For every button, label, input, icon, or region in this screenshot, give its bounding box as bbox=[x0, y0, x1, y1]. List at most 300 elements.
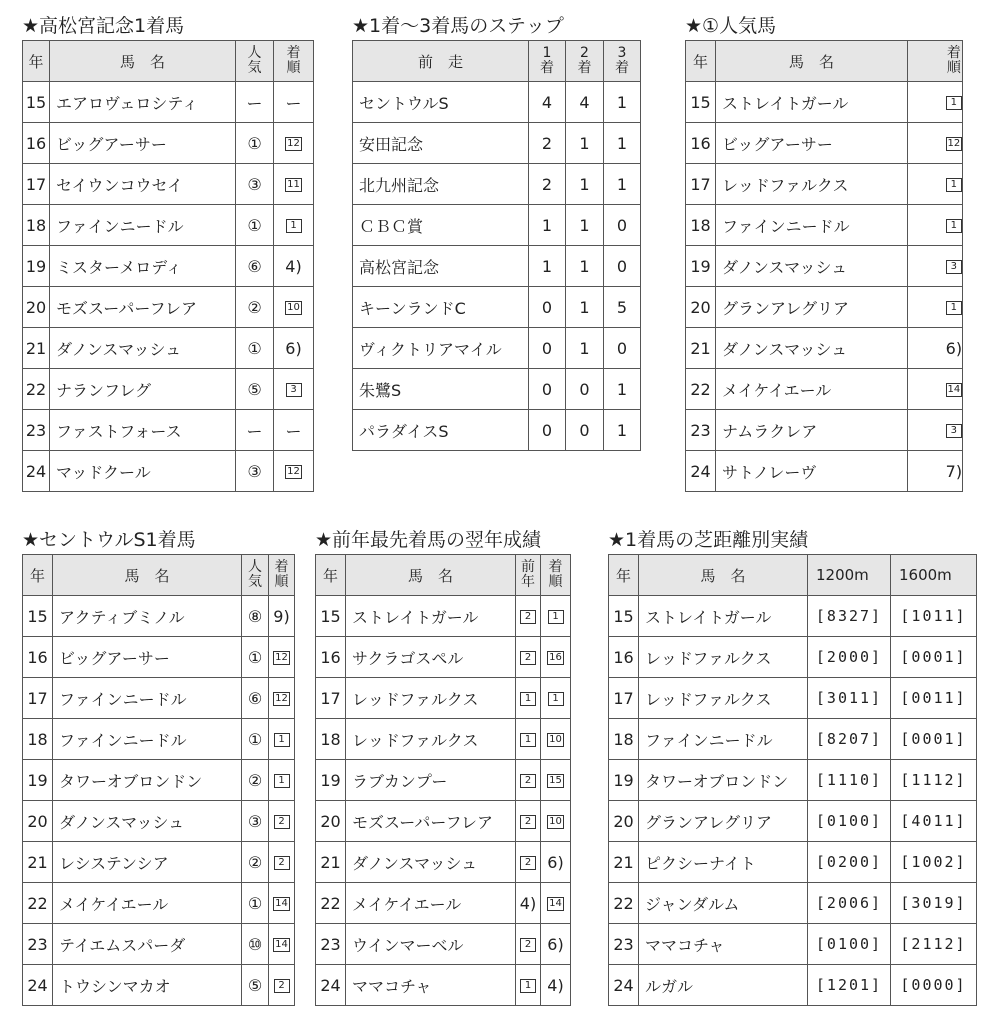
section-title: ★セントウルS1着馬 bbox=[22, 529, 196, 551]
table-row bbox=[686, 123, 963, 164]
record-cell: [8207] bbox=[808, 719, 891, 760]
count-cell: 2 bbox=[529, 123, 566, 164]
count-cell: 0 bbox=[529, 369, 566, 410]
horse-name-cell: ダノンスマッシュ bbox=[716, 246, 908, 287]
popularity-cell: ⑤ bbox=[242, 965, 269, 1006]
horse-name-cell: グランアレグリア bbox=[716, 287, 908, 328]
gap-cell bbox=[908, 328, 946, 369]
table-row bbox=[686, 451, 963, 492]
horse-name-cell: ファインニードル bbox=[639, 719, 808, 760]
prev-year-cell bbox=[516, 883, 541, 924]
horse-name-cell: ストレイトガール bbox=[346, 596, 516, 637]
horse-name-cell: トウシンマカオ bbox=[53, 965, 242, 1006]
boxed-rank: 1 bbox=[274, 774, 290, 788]
boxed-rank: 11 bbox=[287, 179, 300, 190]
table-row bbox=[23, 287, 314, 328]
boxed-rank: 2 bbox=[520, 815, 536, 829]
gap-cell bbox=[908, 287, 946, 328]
col-year: 年 bbox=[609, 555, 639, 596]
count-cell: 2 bbox=[529, 164, 566, 205]
finish-cell bbox=[946, 82, 963, 123]
year-cell: 17 bbox=[609, 678, 639, 719]
record-cell: [1201] bbox=[808, 965, 891, 1006]
boxed-rank: 2 bbox=[274, 979, 290, 993]
record-cell: [1110] bbox=[808, 760, 891, 801]
boxed-rank: 2 bbox=[520, 856, 536, 870]
table-row bbox=[23, 328, 314, 369]
table-row bbox=[316, 801, 571, 842]
prev-year-cell bbox=[516, 719, 541, 760]
finish-cell bbox=[541, 760, 571, 801]
rank-text: 4) bbox=[519, 893, 537, 913]
table-row bbox=[353, 164, 641, 205]
horse-name-cell: ビッグアーサー bbox=[53, 637, 242, 678]
boxed-rank: 1 bbox=[548, 692, 564, 706]
race-name-cell: 高松宮記念 bbox=[353, 246, 529, 287]
table-row bbox=[609, 760, 977, 801]
year-cell: 17 bbox=[686, 164, 716, 205]
horse-name-cell: ストレイトガール bbox=[639, 596, 808, 637]
finish-cell bbox=[541, 596, 571, 637]
col-finish: 着 順 bbox=[269, 555, 295, 596]
record-cell: [8327] bbox=[808, 596, 891, 637]
section-title: ★1着〜3着馬のステップ bbox=[352, 15, 564, 37]
table-row bbox=[23, 451, 314, 492]
year-cell: 16 bbox=[686, 123, 716, 164]
year-cell: 18 bbox=[609, 719, 639, 760]
boxed-rank: 2 bbox=[520, 610, 536, 624]
popularity-cell: ー bbox=[236, 410, 274, 451]
boxed-rank: 10 bbox=[549, 816, 562, 827]
count-cell: 1 bbox=[604, 164, 641, 205]
table-row bbox=[609, 924, 977, 965]
popularity-cell: ⑧ bbox=[242, 596, 269, 637]
table-row bbox=[316, 678, 571, 719]
col-prev-year: 前 年 bbox=[516, 555, 541, 596]
horse-name-cell: モズスーパーフレア bbox=[346, 801, 516, 842]
boxed-rank: 3 bbox=[286, 383, 302, 397]
table-row bbox=[23, 205, 314, 246]
count-cell: 4 bbox=[529, 82, 566, 123]
count-cell: 0 bbox=[604, 328, 641, 369]
boxed-rank: 2 bbox=[520, 938, 536, 952]
horse-name-cell: サトノレーヴ bbox=[716, 451, 908, 492]
race-name-cell: パラダイスS bbox=[353, 410, 529, 451]
horse-name-cell: ダノンスマッシュ bbox=[53, 801, 242, 842]
table-favorite-results bbox=[685, 14, 963, 492]
boxed-rank: 12 bbox=[275, 652, 288, 663]
year-cell: 15 bbox=[23, 596, 53, 637]
col-popularity: 人 気 bbox=[242, 555, 269, 596]
year-cell: 21 bbox=[686, 328, 716, 369]
race-name-cell: ＣＢＣ賞 bbox=[353, 205, 529, 246]
horse-name-cell: マッドクール bbox=[50, 451, 236, 492]
horse-name-cell: ダノンスマッシュ bbox=[716, 328, 908, 369]
horse-name-cell: ママコチャ bbox=[346, 965, 516, 1006]
boxed-rank: 1 bbox=[946, 96, 962, 110]
prev-year-cell bbox=[516, 965, 541, 1006]
data-table bbox=[315, 554, 571, 1006]
count-cell: 0 bbox=[604, 205, 641, 246]
boxed-rank: 1 bbox=[548, 610, 564, 624]
year-cell: 21 bbox=[316, 842, 346, 883]
year-cell: 22 bbox=[23, 883, 53, 924]
horse-name-cell: ルガル bbox=[639, 965, 808, 1006]
count-cell: 0 bbox=[529, 328, 566, 369]
horse-name-cell: ビッグアーサー bbox=[50, 123, 236, 164]
popularity-cell: ⑥ bbox=[236, 246, 274, 287]
table-row bbox=[23, 924, 295, 965]
data-table bbox=[608, 554, 977, 1006]
year-cell: 15 bbox=[23, 82, 50, 123]
boxed-rank: 1 bbox=[274, 733, 290, 747]
count-cell: 1 bbox=[604, 410, 641, 451]
gap-cell bbox=[908, 369, 946, 410]
finish-cell bbox=[946, 451, 963, 492]
table-row bbox=[23, 801, 295, 842]
finish-cell bbox=[269, 801, 295, 842]
year-cell: 23 bbox=[316, 924, 346, 965]
horse-name-cell: ファストフォース bbox=[50, 410, 236, 451]
horse-name-cell: メイケイエール bbox=[716, 369, 908, 410]
year-cell: 17 bbox=[316, 678, 346, 719]
boxed-rank: 2 bbox=[520, 774, 536, 788]
count-cell: 1 bbox=[566, 205, 604, 246]
year-cell: 20 bbox=[686, 287, 716, 328]
horse-name-cell: ナムラクレア bbox=[716, 410, 908, 451]
race-name-cell: キーンランドC bbox=[353, 287, 529, 328]
record-cell: [3011] bbox=[808, 678, 891, 719]
finish-cell bbox=[946, 123, 963, 164]
year-cell: 24 bbox=[686, 451, 716, 492]
col-popularity: 人 気 bbox=[236, 41, 274, 82]
year-cell: 22 bbox=[316, 883, 346, 924]
table-row bbox=[23, 369, 314, 410]
table-row bbox=[686, 164, 963, 205]
prev-year-cell bbox=[516, 678, 541, 719]
year-cell: 22 bbox=[23, 369, 50, 410]
horse-name-cell: ビッグアーサー bbox=[716, 123, 908, 164]
table-turf-distance-record bbox=[608, 528, 977, 1006]
horse-name-cell: モズスーパーフレア bbox=[50, 287, 236, 328]
rank-text: 6) bbox=[547, 934, 564, 954]
table-row bbox=[609, 842, 977, 883]
table-row bbox=[609, 801, 977, 842]
table-row bbox=[23, 965, 295, 1006]
table-row bbox=[353, 328, 641, 369]
count-cell: 0 bbox=[529, 287, 566, 328]
boxed-rank: 14 bbox=[947, 384, 961, 395]
popularity-cell: ① bbox=[236, 205, 274, 246]
data-table bbox=[352, 40, 641, 451]
rank-text: 4) bbox=[547, 975, 564, 995]
count-cell: 1 bbox=[566, 328, 604, 369]
popularity-cell: ー bbox=[236, 82, 274, 123]
finish-cell bbox=[541, 965, 571, 1006]
finish-cell bbox=[541, 637, 571, 678]
table-row bbox=[23, 719, 295, 760]
count-cell: 1 bbox=[529, 246, 566, 287]
finish-cell bbox=[269, 637, 295, 678]
horse-name-cell: レッドファルクス bbox=[346, 719, 516, 760]
col-name: 馬 名 bbox=[716, 41, 908, 82]
table-row bbox=[686, 369, 963, 410]
year-cell: 21 bbox=[23, 842, 53, 883]
table-row bbox=[353, 287, 641, 328]
table-row bbox=[23, 678, 295, 719]
year-cell: 19 bbox=[23, 246, 50, 287]
table-row bbox=[23, 596, 295, 637]
col-gap bbox=[908, 41, 946, 82]
section-title: ★前年最先着馬の翌年成績 bbox=[315, 529, 542, 551]
race-name-cell: 北九州記念 bbox=[353, 164, 529, 205]
race-name-cell: 安田記念 bbox=[353, 123, 529, 164]
finish-cell bbox=[541, 719, 571, 760]
data-table bbox=[22, 554, 295, 1006]
record-cell: [0000] bbox=[891, 965, 977, 1006]
table-row bbox=[609, 965, 977, 1006]
finish-cell bbox=[541, 801, 571, 842]
finish-cell bbox=[269, 760, 295, 801]
boxed-rank: 12 bbox=[947, 138, 961, 149]
col-year: 年 bbox=[23, 41, 50, 82]
year-cell: 15 bbox=[686, 82, 716, 123]
boxed-rank: 15 bbox=[549, 775, 562, 786]
year-cell: 22 bbox=[686, 369, 716, 410]
gap-cell bbox=[908, 205, 946, 246]
horse-name-cell: ジャンダルム bbox=[639, 883, 808, 924]
col-3rd: 3 着 bbox=[604, 41, 641, 82]
col-name: 馬 名 bbox=[53, 555, 242, 596]
finish-cell bbox=[946, 164, 963, 205]
year-cell: 20 bbox=[23, 287, 50, 328]
horse-name-cell: レシステンシア bbox=[53, 842, 242, 883]
year-cell: 23 bbox=[23, 924, 53, 965]
data-table bbox=[22, 40, 314, 492]
col-1st: 1 着 bbox=[529, 41, 566, 82]
popularity-cell: ① bbox=[242, 637, 269, 678]
count-cell: 0 bbox=[529, 410, 566, 451]
count-cell: 1 bbox=[604, 82, 641, 123]
horse-name-cell: アクティブミノル bbox=[53, 596, 242, 637]
horse-name-cell: テイエムスパーダ bbox=[53, 924, 242, 965]
horse-name-cell: ピクシーナイト bbox=[639, 842, 808, 883]
record-cell: [0001] bbox=[891, 719, 977, 760]
finish-cell bbox=[274, 328, 314, 369]
col-finish: 着 順 bbox=[541, 555, 571, 596]
gap-cell bbox=[908, 451, 946, 492]
rank-text: 4) bbox=[285, 256, 302, 276]
col-1200m: 1200m bbox=[808, 555, 891, 596]
popularity-cell: ③ bbox=[236, 164, 274, 205]
horse-name-cell: ラブカンプー bbox=[346, 760, 516, 801]
finish-cell bbox=[269, 924, 295, 965]
section-title: ★1着馬の芝距離別実績 bbox=[608, 529, 809, 551]
boxed-rank: 1 bbox=[520, 979, 536, 993]
prev-year-cell bbox=[516, 596, 541, 637]
boxed-rank: 10 bbox=[549, 734, 562, 745]
popularity-cell: ② bbox=[242, 760, 269, 801]
prev-year-cell bbox=[516, 760, 541, 801]
finish-cell bbox=[274, 246, 314, 287]
horse-name-cell: タワーオブロンドン bbox=[53, 760, 242, 801]
table-top3-steps bbox=[352, 14, 641, 451]
table-row bbox=[23, 246, 314, 287]
popularity-cell: ③ bbox=[236, 451, 274, 492]
finish-cell bbox=[946, 205, 963, 246]
year-cell: 24 bbox=[23, 451, 50, 492]
finish-cell bbox=[946, 246, 963, 287]
finish-cell bbox=[274, 205, 314, 246]
count-cell: 5 bbox=[604, 287, 641, 328]
table-row bbox=[686, 287, 963, 328]
finish-cell bbox=[541, 883, 571, 924]
table-row bbox=[23, 123, 314, 164]
count-cell: 4 bbox=[566, 82, 604, 123]
year-cell: 21 bbox=[609, 842, 639, 883]
rank-text: ー bbox=[285, 93, 302, 113]
boxed-rank: 2 bbox=[274, 856, 290, 870]
boxed-rank: 16 bbox=[549, 652, 562, 663]
table-row bbox=[23, 637, 295, 678]
table-row bbox=[316, 596, 571, 637]
year-cell: 22 bbox=[609, 883, 639, 924]
col-year: 年 bbox=[316, 555, 346, 596]
gap-cell bbox=[908, 246, 946, 287]
year-cell: 20 bbox=[316, 801, 346, 842]
count-cell: 1 bbox=[529, 205, 566, 246]
table-row bbox=[609, 719, 977, 760]
year-cell: 21 bbox=[23, 328, 50, 369]
horse-name-cell: ファインニードル bbox=[716, 205, 908, 246]
col-2nd: 2 着 bbox=[566, 41, 604, 82]
rank-text: 6) bbox=[945, 338, 963, 358]
year-cell: 19 bbox=[316, 760, 346, 801]
horse-name-cell: レッドファルクス bbox=[716, 164, 908, 205]
count-cell: 0 bbox=[604, 246, 641, 287]
record-cell: [0011] bbox=[891, 678, 977, 719]
popularity-cell: ② bbox=[242, 842, 269, 883]
year-cell: 24 bbox=[316, 965, 346, 1006]
finish-cell bbox=[274, 287, 314, 328]
horse-name-cell: レッドファルクス bbox=[346, 678, 516, 719]
finish-cell bbox=[269, 965, 295, 1006]
year-cell: 16 bbox=[609, 637, 639, 678]
horse-name-cell: ファインニードル bbox=[53, 678, 242, 719]
year-cell: 20 bbox=[609, 801, 639, 842]
gap-cell bbox=[908, 123, 946, 164]
record-cell: [1002] bbox=[891, 842, 977, 883]
data-table bbox=[685, 40, 963, 492]
finish-cell bbox=[274, 410, 314, 451]
prev-year-cell bbox=[516, 842, 541, 883]
year-cell: 23 bbox=[23, 410, 50, 451]
table-row bbox=[353, 410, 641, 451]
boxed-rank: 2 bbox=[274, 815, 290, 829]
record-cell: [0200] bbox=[808, 842, 891, 883]
table-row bbox=[353, 123, 641, 164]
section-title: ★高松宮記念1着馬 bbox=[22, 15, 185, 37]
finish-cell bbox=[269, 596, 295, 637]
table-row bbox=[609, 637, 977, 678]
boxed-rank: 10 bbox=[287, 302, 300, 313]
race-name-cell: ヴィクトリアマイル bbox=[353, 328, 529, 369]
table-row bbox=[353, 205, 641, 246]
horse-name-cell: メイケイエール bbox=[346, 883, 516, 924]
table-row bbox=[686, 205, 963, 246]
finish-cell bbox=[541, 842, 571, 883]
popularity-cell: ① bbox=[236, 123, 274, 164]
table-row bbox=[23, 164, 314, 205]
rank-text: ー bbox=[285, 421, 302, 441]
rank-text: 6) bbox=[285, 338, 302, 358]
table-row bbox=[23, 410, 314, 451]
race-name-cell: 朱鷺S bbox=[353, 369, 529, 410]
boxed-rank: 1 bbox=[520, 692, 536, 706]
count-cell: 0 bbox=[566, 369, 604, 410]
count-cell: 1 bbox=[566, 246, 604, 287]
col-name: 馬 名 bbox=[50, 41, 236, 82]
record-cell: [0100] bbox=[808, 924, 891, 965]
col-year: 年 bbox=[23, 555, 53, 596]
table-row bbox=[609, 883, 977, 924]
horse-name-cell: ダノンスマッシュ bbox=[346, 842, 516, 883]
boxed-rank: 3 bbox=[946, 424, 962, 438]
record-cell: [4011] bbox=[891, 801, 977, 842]
horse-name-cell: ファインニードル bbox=[53, 719, 242, 760]
col-name: 馬 名 bbox=[346, 555, 516, 596]
year-cell: 18 bbox=[23, 719, 53, 760]
finish-cell bbox=[946, 328, 963, 369]
year-cell: 19 bbox=[23, 760, 53, 801]
year-cell: 16 bbox=[23, 123, 50, 164]
year-cell: 16 bbox=[316, 637, 346, 678]
table-row bbox=[686, 328, 963, 369]
boxed-rank: 12 bbox=[287, 466, 300, 477]
count-cell: 1 bbox=[566, 123, 604, 164]
table-row bbox=[23, 760, 295, 801]
table-row bbox=[353, 369, 641, 410]
record-cell: [0100] bbox=[808, 801, 891, 842]
record-cell: [3019] bbox=[891, 883, 977, 924]
rank-text: 6) bbox=[547, 852, 564, 872]
table-row bbox=[23, 842, 295, 883]
record-cell: [1011] bbox=[891, 596, 977, 637]
count-cell: 1 bbox=[566, 287, 604, 328]
table-row bbox=[316, 637, 571, 678]
table-row bbox=[23, 82, 314, 123]
boxed-rank: 12 bbox=[275, 693, 288, 704]
finish-cell bbox=[274, 82, 314, 123]
popularity-cell: ⑥ bbox=[242, 678, 269, 719]
horse-name-cell: ウインマーベル bbox=[346, 924, 516, 965]
horse-name-cell: セイウンコウセイ bbox=[50, 164, 236, 205]
col-name: 馬 名 bbox=[639, 555, 808, 596]
year-cell: 24 bbox=[609, 965, 639, 1006]
boxed-rank: 12 bbox=[287, 138, 300, 149]
popularity-cell: ⑤ bbox=[236, 369, 274, 410]
year-cell: 19 bbox=[609, 760, 639, 801]
count-cell: 0 bbox=[566, 410, 604, 451]
boxed-rank: 2 bbox=[520, 651, 536, 665]
horse-name-cell: ナランフレグ bbox=[50, 369, 236, 410]
table-centaur-winners bbox=[22, 528, 295, 1006]
col-year: 年 bbox=[686, 41, 716, 82]
year-cell: 16 bbox=[23, 637, 53, 678]
horse-name-cell: サクラゴスペル bbox=[346, 637, 516, 678]
horse-name-cell: レッドファルクス bbox=[639, 678, 808, 719]
finish-cell bbox=[269, 883, 295, 924]
